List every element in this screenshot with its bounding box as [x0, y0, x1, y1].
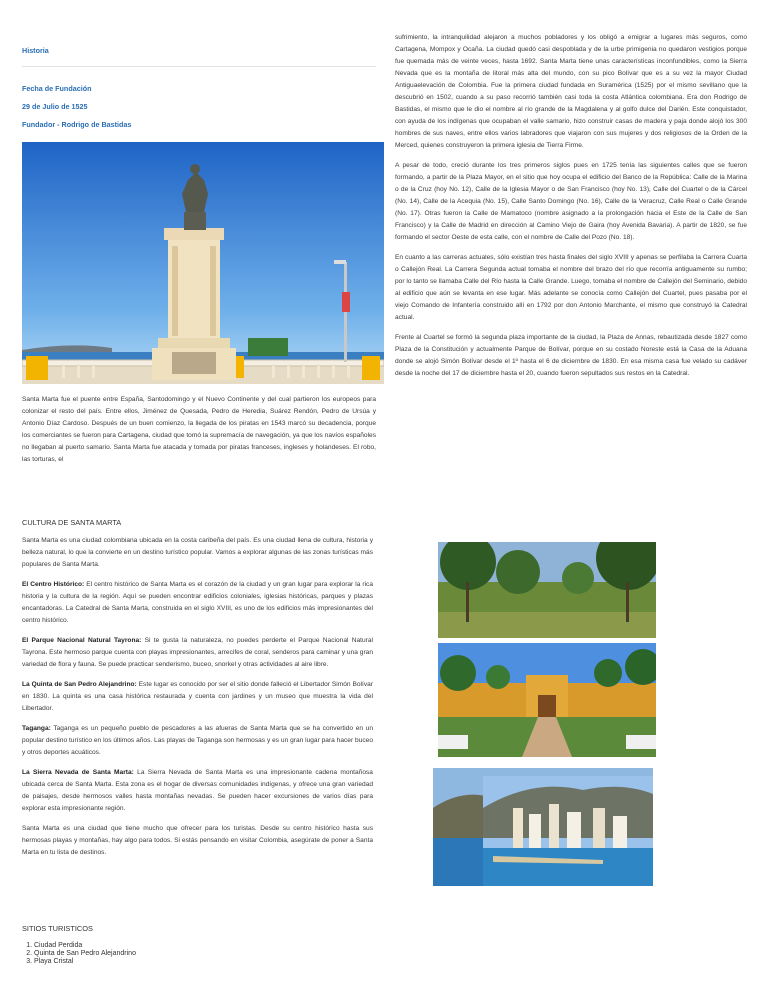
culture-item-text: Este lugar es conocido por ser el sitio donde falleció el Libertador Simón Bolívar en 1830. La quinta es una casa histórica restaurada y cuenta con jardines y un museo que muestra la vida del Libertador. [22, 681, 373, 712]
quinta-photo [438, 643, 656, 757]
history-label[interactable]: Historia [22, 46, 49, 55]
culture-heading: CULTURA DE SANTA MARTA [22, 518, 122, 527]
sites-heading: SITIOS TURISTICOS [22, 924, 93, 933]
culture-item-text: La Sierra Nevada de Santa Marta es una impresionante cadena montañosa ubicada cerca de Santa Marta. Esta zona es el hogar de diversas comunidades indígenas, y ofrece una gran variedad de paisajes, desde hermosos valles hasta montañas nevadas. Se pueden hacer excursiones de varios días para explorar esta impresionante región. [22, 769, 373, 812]
divider [22, 66, 376, 67]
founder: Fundador - Rodrigo de Bastidas [22, 120, 132, 129]
site-item: 1. Ciudad Perdida [34, 942, 136, 950]
culture-closing: Santa Marta es una ciudad que tiene mucho que ofrecer para los turistas. Desde su centro histórico hasta sus hermosas playas y montañas, hay algo para todos. Si estás pensando en visitar Colombia, asegúrate de poner a Santa Marta en tu lista de destinos. [22, 825, 373, 856]
culture-item-text: Taganga es un pequeño pueblo de pescadores a las afueras de Santa Marta que se ha convertido en un popular destino turístico en los últimos años. Las playas de Taganga son hermosas y es un gran lugar para hacer buceo y otros deportes acuáticos. [22, 725, 373, 756]
history-paragraph: sufrimiento, la intranquilidad alejaron a muchos pobladores y los obligó a emigrar a lugares más seguros, como Cartagena, Mompox y Ocaña. La ciudad quedó casi despoblada y de la urbe primigenia no quedaron vestigios porque fue quemada más de veinte veces, hasta 1692. Santa Marta tiene unas características inconfundibles, como la Sierra Nevada que es la montaña de litoral más alta del mundo, con su pico Bolívar que es a su vez la mayor Ciudad Antiguaelevación de Colombia. Fue la primera ciudad fundada en Suramérica (1525) por el mismo sevillano que la descubrió en 1502, cuando a su paso recorrió también casi toda la costa Atlántica colombiana. Era don Rodrigo de Bastidas, el mismo que le dio el nombre al río grande de la Magdalena y al golfo dulce del Darién. Este conquistador, con ayuda de los indígenas que ocupaban el valle samario, hizo construir casas de madera y paja donde alojó los 300 hombres de sus naves, entre ellos varios labradores que viajaron con sus mujeres y dos religiosos de la Orden de la Merced, quienes construyeron la primera iglesia de Tierra Firme. [395, 34, 747, 149]
history-paragraph: A pesar de todo, creció durante los tres primeros siglos pues en 1725 tenía las siguientes calles que se fueron formando, a partir de la Plaza Mayor, en el sitio que hoy ocupa el edificio del Banco de la República: Calle de la Marina o de la Cruz (hoy No. 12), Calle de la Iglesia Mayor o de San Francisco (hoy No. 13), Calle del Cuartel o de la Cárcel (No. 14), Calle de la Acequia (No. 15), Calle Santo Domingo (No. 16), Calle de la Veracruz, Calle Real o Calle Grande (No. 17). Otras fueron la Calle de Mamatoco (nombre asignado a la prolongación hacia el Este de la Calle de San Francisco) y la Calle de Madrid en dirección al Camino Viejo de Gaira (hoy Avenida Bavaria). A partir de 1820, se fue formando el sector Oeste de esta calle, con el nombre de Calle del Pozo (No. 18). [395, 162, 747, 241]
history-text-right [395, 32, 747, 388]
coast-photo [433, 768, 653, 886]
founding-label: Fecha de Fundación [22, 84, 92, 93]
history-paragraph: Frente al Cuartel se formó la segunda plaza importante de la ciudad, la Plaza de Annas, rebautizada desde 1827 como Plaza de la Constitución y actualmente Parque de Bolívar, porque en su costado Noreste está la Casa de la Aduana donde se alojó Simón Bolívar desde el 1º hasta el 6 de diciembre de 1830. En esa misma casa fue velado su cadáver desde la noche del 17 de diciembre hasta el 20, cuando fueron sepultados sus restos en la Catedral. [395, 334, 747, 377]
culture-item-text: El centro histórico de Santa Marta es el corazón de la ciudad y un gran lugar para explorar la rica historia y la cultura de la región. Aquí se pueden encontrar edificios coloniales, iglesias históricas, parques y plazas encantadoras. La Catedral de Santa Marta, construida en el siglo XVIII, es uno de los edificios más impresionantes del centro histórico. [22, 581, 373, 624]
culture-item-title: El Centro Histórico: [22, 581, 85, 588]
culture-item [22, 767, 373, 815]
history-text-left: Santa Marta fue el puente entre España, Santodomingo y el Nuevo Continente y del cual partieron los europeos para colonizar el resto del país. Entre ellos, Jiménez de Quesada, Pedro de Heredia, Suárez Rendón, Pedro de Ursúa y Antonio Díaz Cardoso. Después de un buen comienzo, la llegada de los piratas en 1543 marcó su decadencia, porque los comerciantes se fueron para Cartagena, ciudad que tomó la supremacía de navegación, ya que los navíos españoles no llegaban al puerto samario. Santa Marta fue atacada y tomada por piratas franceses, ingleses y holandeses. El robo, las torturas, el [22, 396, 376, 463]
site-item: 2. Quinta de San Pedro Alejandrino [34, 950, 136, 958]
statue-photo [22, 142, 384, 384]
culture-item-text: Si te gusta la naturaleza, no puedes perderte el Parque Nacional Natural Tayrona. Este hermoso parque cuenta con playas impresionantes, arrecifes de coral, senderos para caminar y una gran variedad de flora y fauna. Se puede practicar senderismo, buceo, snorkel y otras actividades al aire libre. [22, 637, 373, 668]
culture-item-title: Taganga: [22, 725, 51, 732]
founding-date: 29 de Julio de 1525 [22, 102, 88, 111]
culture-intro: Santa Marta es una ciudad colombiana ubicada en la costa caribeña del país. Es una ciudad llena de cultura, historia y belleza natural, lo que la convierte en un destino turístico popular. Vamos a explorar algunas de las zonas turísticas más populares de Santa Marta. [22, 537, 374, 568]
culture-item [22, 679, 373, 715]
culture-item [22, 635, 373, 671]
culture-item-title: La Quinta de San Pedro Alejandrino: [22, 681, 137, 688]
sites-list [12, 942, 136, 966]
culture-item-title: La Sierra Nevada de Santa Marta: [22, 769, 134, 776]
history-paragraph: En cuanto a las carreras actuales, sólo existían tres hasta finales del siglo XVIII y apenas se perfilaba la Carrera Cuarta o Callejón Real. La Carrera Segunda actual tomaba el nombre del brazo del río que recorría antiguamente su rumbo; por lo tanto se llamaba Calle del Río hasta la Calle Grande. Luego, tomaba el nombre de Callejón del Seminario, debido al edificio que aún se levanta en ese lugar. Más adelante se conocía como Callejón del Cuartel, pues pasaba por el viejo Comando de Infantería construido allí en 1792 por don Antonio Marchante, el mismo que construyó la Catedral actual. [395, 254, 747, 321]
culture-item-title: El Parque Nacional Natural Tayrona: [22, 637, 142, 644]
culture-section [22, 535, 373, 867]
site-item: 3. Playa Cristal [34, 958, 136, 966]
culture-item [22, 723, 373, 759]
culture-item [22, 579, 373, 627]
forest-photo [438, 542, 656, 638]
